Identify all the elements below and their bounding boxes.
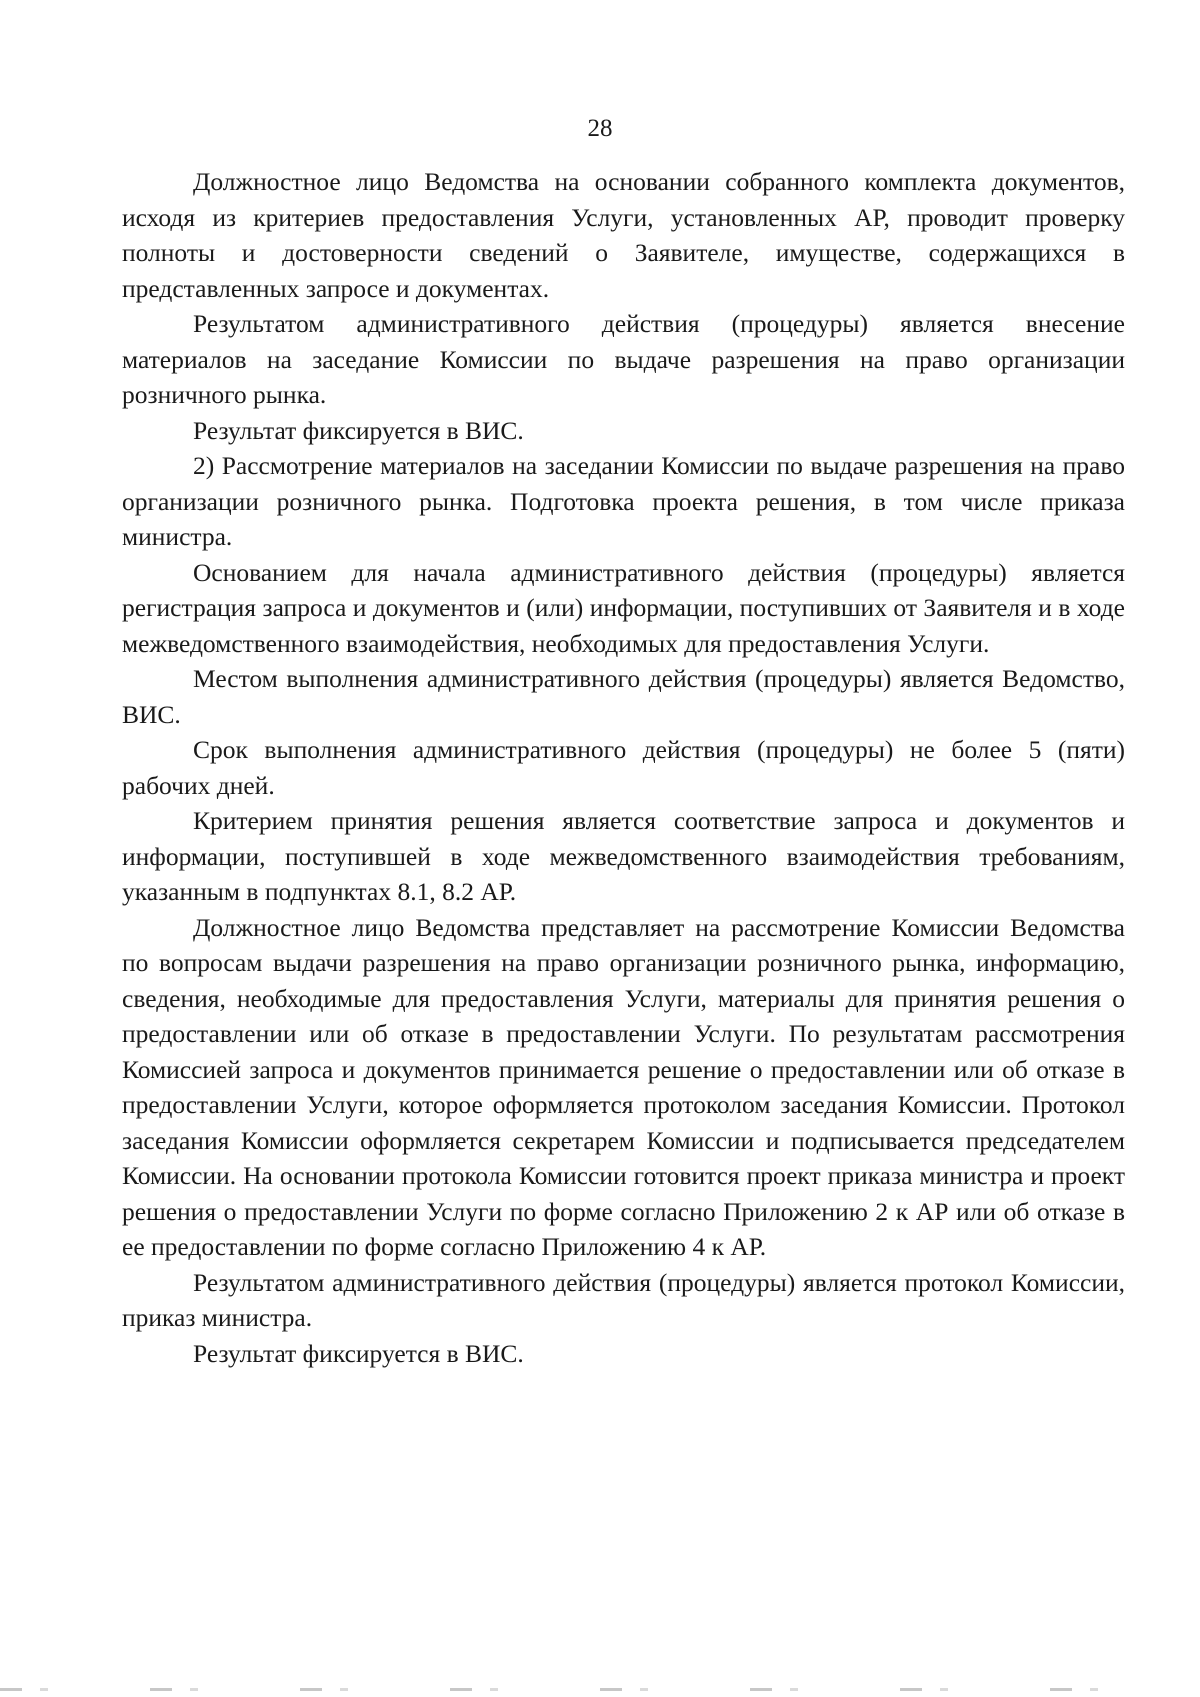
paragraph: Основанием для начала административного действия (процедуры) является регистрация запроса и документов и (или) информации, поступивших от Заявителя и в ходе межведомственного взаимодействия, необходимых для предоставления Услуги. <box>122 557 1125 658</box>
paragraph: Результат фиксируется в ВИС. <box>193 415 524 445</box>
page-number: 28 <box>587 115 613 142</box>
paragraph: Должностное лицо Ведомства на основании собранного комплекта документов, исходя из критериев предоставления Услуги, установленных АР, проводит проверку полноты и достоверности сведений о Заявителе, имуществе, содержащихся в представленных запросе и документах. <box>122 167 1125 303</box>
scan-edge-artifact <box>0 1688 1200 1691</box>
paragraph: Результат фиксируется в ВИС. <box>193 1338 524 1368</box>
paragraph: 2) Рассмотрение материалов на заседании Комиссии по выдаче разрешения на право организации розничного рынка. Подготовка проекта решения, в том числе приказа министра. <box>122 451 1125 551</box>
paragraph: Результатом административного действия (процедуры) является внесение материалов на заседание Комиссии по выдаче разрешения на право организации розничного рынка. <box>122 309 1125 409</box>
paragraph: Срок выполнения административного действия (процедуры) не более 5 (пяти) рабочих дней. <box>122 735 1125 800</box>
paragraph: Критерием принятия решения является соответствие запроса и документов и информации, поступившей в ходе межведомственного взаимодействия требованиям, указанным в подпунктах 8.1, 8.2 АР. <box>122 806 1125 906</box>
paragraph: Должностное лицо Ведомства представляет на рассмотрение Комиссии Ведомства по вопросам выдачи разрешения на право организации розничного рынка, информацию, сведения, необходимые для предоставления Услуги, материалы для принятия решения о предоставлении или об отказе в предоставлении Услуги. По результатам рассмотрения Комиссией запроса и документов принимается решение о предоставлении или об отказе в предоставлении Услуги, которое оформляется протоколом заседания Комиссии. Протокол заседания Комиссии оформляется секретарем Комиссии и подписывается председателем Комиссии. На основании протокола Комиссии готовится проект приказа министра и проект решения о предоставлении Услуги по форме согласно Приложению 2 к АР или об отказе в ее предоставлении по форме согласно Приложению 4 к АР. <box>122 912 1125 1261</box>
paragraph: Результатом административного действия (процедуры) является протокол Комиссии, приказ министра. <box>122 1267 1125 1332</box>
document-body <box>122 164 1125 1371</box>
paragraph: Местом выполнения административного действия (процедуры) является Ведомство, ВИС. <box>122 664 1125 729</box>
